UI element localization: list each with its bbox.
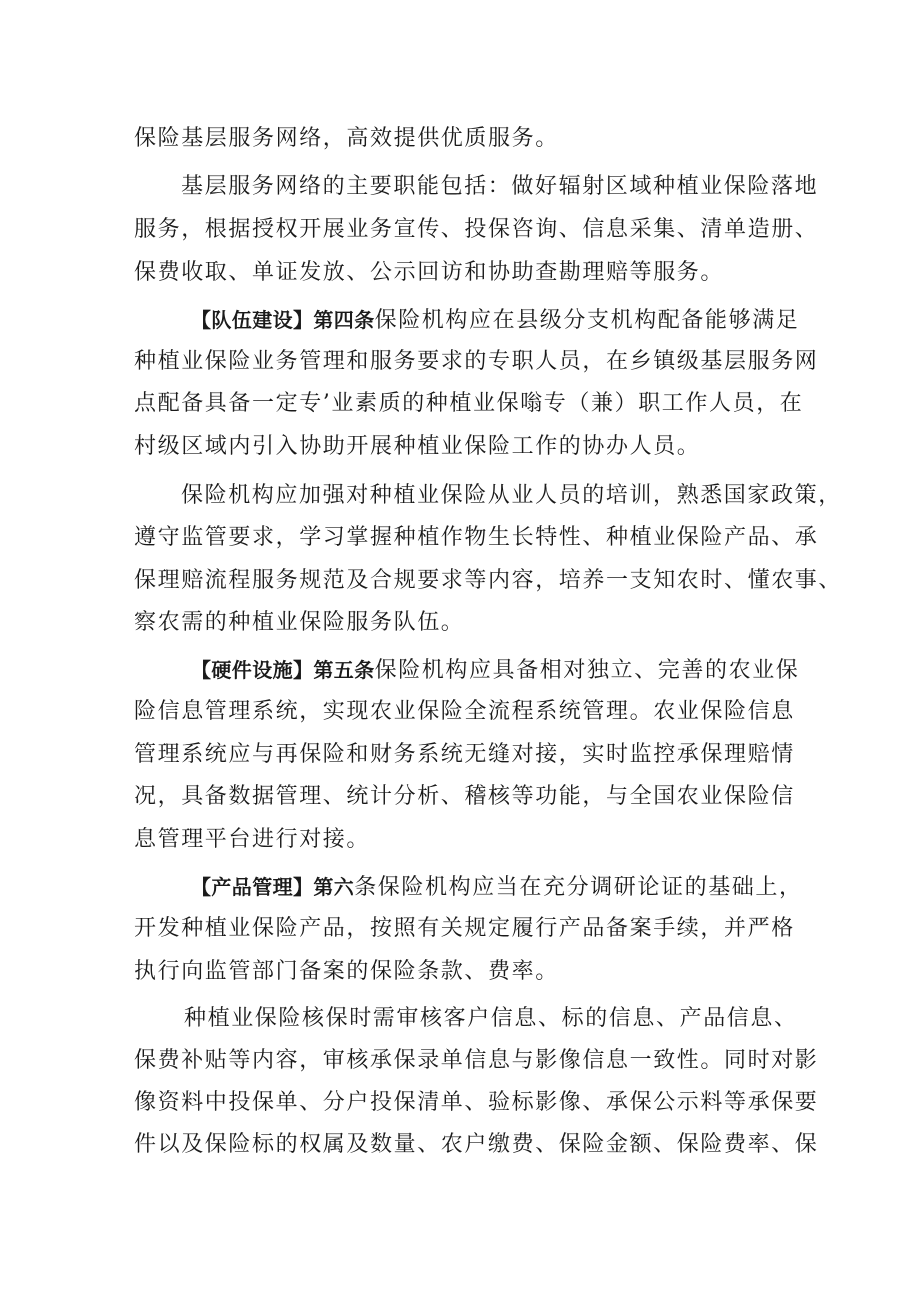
paragraph-5-line-1-text: 保险机构应具备相对独立、完善的农业保 <box>374 658 800 683</box>
paragraph-7-line-4: 件以及保险标的权属及数量、农户缴费、保险金额、保险费率、保 <box>134 1132 819 1157</box>
paragraph-3-line-2: 种植业保险业务管理和服务要求的专职人员，在乡镇级基层服务网 <box>134 349 819 374</box>
paragraph-4-line-2: 遵守监管要求，学习掌握种植作物生长特性、种植业保险产品、承 <box>134 525 819 550</box>
paragraph-3-line-1 <box>191 305 799 336</box>
paragraph-7-line-3: 像资料中投保单、分户投保清单、验标影像、承保公示料等承保要 <box>134 1090 819 1115</box>
paragraph-5-line-2: 险信息管理系统，实现农业保险全流程系统管理。农业保险信息 <box>134 699 795 724</box>
section-tag-team: 【队伍建设】第四条 <box>191 308 375 332</box>
paragraph-5-line-3: 管理系统应与再保险和财务系统无缝对接，实时监控承保理赔情 <box>134 742 795 767</box>
paragraph-2-line-1: 基层服务网络的主要职能包括：做好辐射区域种植业保险落地 <box>181 174 819 199</box>
paragraph-6-line-3: 执行向监管部门备案的保险条款、费率。 <box>134 959 559 984</box>
paragraph-7-line-1: 种植业保险核保时需审核客户信息、标的信息、产品信息、 <box>184 1006 798 1031</box>
paragraph-6-line-1-text: 条保险机构应当在充分调研论证的基础上， <box>354 875 803 900</box>
paragraph-4-line-1: 保险机构应加强对种植业保险从业人员的培训，熟悉国家政策， <box>181 483 842 508</box>
paragraph-4-line-3: 保理赔流程服务规范及合规要求等内容，培养一支知农时、懂农事、 <box>134 568 843 593</box>
paragraph-2-line-2: 服务，根据授权开展业务宣传、投保咨询、信息采集、清单造册、 <box>134 217 819 242</box>
section-tag-hardware: 【硬件设施】第五条 <box>191 658 375 682</box>
paragraph-2-line-3: 保费收取、单证发放、公示回访和协助查勘理赔等服务。 <box>134 260 725 285</box>
section-tag-product: 【产品管理】第六 <box>191 875 355 899</box>
paragraph-3-line-4: 村级区域内引入协助开展种植业保险工作的协办人员。 <box>134 434 701 459</box>
paragraph-6-line-1 <box>191 872 803 903</box>
paragraph-7-line-2: 保费补贴等内容，审核承保录单信息与影像信息一致性。同时对影 <box>134 1048 819 1073</box>
paragraph-5-line-5: 息管理平台进行对接。 <box>134 827 371 852</box>
paragraph-3-line-3: 点配备具备一定专’业素质的种植业保嗡专（兼）职工作人员，在 <box>134 391 804 416</box>
paragraph-1-line-1: 保险基层服务网络，高效提供优质服务。 <box>134 126 559 151</box>
paragraph-4-line-4: 察农需的种植业保险服务队伍。 <box>134 610 465 635</box>
paragraph-3-line-1-text: 保险机构应在县级分支机构配备能够满足 <box>374 308 800 333</box>
paragraph-5-line-4: 况，具备数据管理、统计分析、稽核等功能，与全国农业保险信 <box>134 784 795 809</box>
paragraph-5-line-1 <box>191 655 799 686</box>
paragraph-6-line-2: 开发种植业保险产品，按照有关规定履行产品备案手续，并严格 <box>134 916 795 941</box>
